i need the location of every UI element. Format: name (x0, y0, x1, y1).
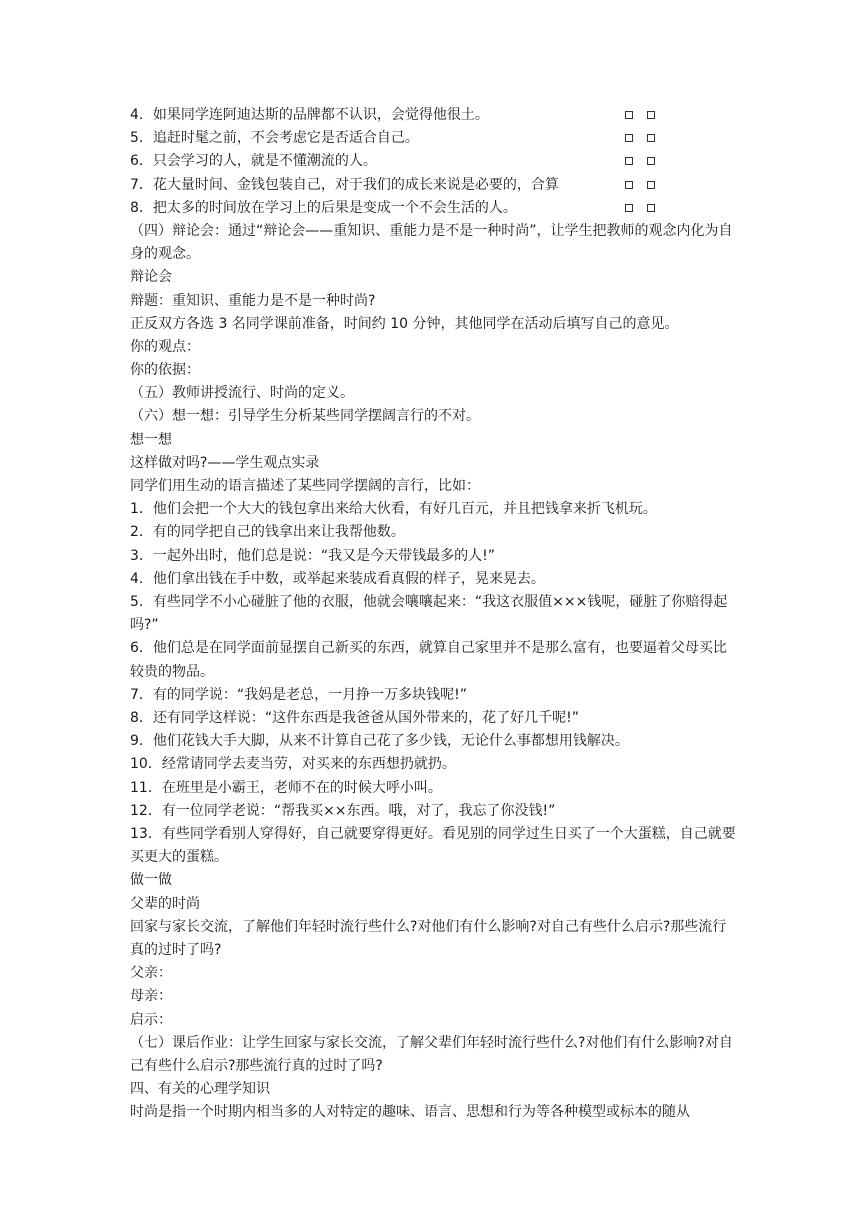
definition-text: 时尚是指一个时期内相当多的人对特定的趣味、语言、思想和行为等各种模型或标本的随从 (130, 1104, 690, 1121)
debate-basis-label: 你的依据： (130, 362, 200, 379)
debate-topic: 辩题：重知识、重能力是不是一种时尚? (130, 292, 376, 309)
survey-item (130, 104, 740, 127)
survey-item-text: 6．只会学习的人，就是不懂潮流的人。 (130, 153, 377, 170)
debate-procedure: 正反双方各选 3 名同学课前准备，时间约 10 分钟，其他同学在活动后填写自己的意见。 (130, 315, 679, 332)
debate-heading: 辩论会 (130, 269, 172, 286)
survey-item (130, 150, 740, 173)
list-item: 5．有些同学不小心碰脏了他的衣服，他就会嚷嚷起来：“我这衣服值×××钱呢，碰脏了你赔得起吗?” (130, 594, 728, 634)
insight-label: 启示： (130, 1011, 172, 1028)
survey-item (130, 174, 740, 197)
section-four-heading: 四、有关的心理学知识 (130, 1081, 270, 1098)
survey-item (130, 127, 740, 150)
checkbox-icon[interactable] (625, 134, 633, 142)
do-heading: 做一做 (130, 872, 172, 889)
checkbox-icon[interactable] (647, 157, 655, 165)
checkbox-group (625, 104, 669, 127)
step-six: （六）想一想：引导学生分析某些同学摆阔言行的不对。 (130, 408, 480, 425)
checkbox-icon[interactable] (647, 134, 655, 142)
think-subheading: 这样做对吗?——学生观点实录 (130, 454, 320, 471)
checkbox-group (625, 174, 669, 197)
list-item: 12．有一位同学老说：“帮我买××东西。哦，对了，我忘了你没钱!” (130, 802, 556, 819)
checkbox-group (625, 150, 669, 173)
list-item: 3．一起外出时，他们总是说：“我又是今天带钱最多的人!” (130, 547, 496, 564)
checkbox-icon[interactable] (625, 181, 633, 189)
list-item: 2．有的同学把自己的钱拿出来让我帮他数。 (130, 524, 405, 541)
survey-item-text: 5．追赶时髦之前，不会考虑它是否适合自己。 (130, 130, 419, 147)
think-heading: 想一想 (130, 431, 172, 448)
checkbox-icon[interactable] (647, 111, 655, 119)
checkbox-icon[interactable] (647, 204, 655, 212)
step-seven: （七）课后作业：让学生回家与家长交流，了解父辈们年轻时流行些什么?对他们有什么影响?对自己有些什么启示?那些流行真的过时了吗? (130, 1034, 733, 1075)
list-item: 7．有的同学说：“我妈是老总，一月挣一万多块钱呢!” (130, 686, 468, 703)
document-body (130, 104, 740, 1125)
checkbox-icon[interactable] (625, 157, 633, 165)
mother-label: 母亲： (130, 988, 172, 1005)
step-five: （五）教师讲授流行、时尚的定义。 (130, 385, 354, 402)
list-item: 13．有些同学看别人穿得好，自己就要穿得更好。看见别的同学过生日买了一个大蛋糕，自己就要买更大的蛋糕。 (130, 826, 736, 866)
list-item: 1．他们会把一个大大的钱包拿出来给大伙看，有好几百元，并且把钱拿来折飞机玩。 (130, 501, 657, 518)
list-item: 6．他们总是在同学面前显摆自己新买的东西，就算自己家里并不是那么富有，也要逼着父母买比较贵的物品。 (130, 640, 727, 680)
do-subheading: 父辈的时尚 (130, 895, 200, 912)
debate-intro: （四）辩论会：通过“辩论会——重知识、重能力是不是一种时尚”，让学生把教师的观念内化为自身的观念。 (130, 222, 733, 263)
list-item: 11．在班里是小霸王，老师不在的时候大呼小叫。 (130, 779, 442, 796)
do-text: 回家与家长交流，了解他们年轻时流行些什么?对他们有什么影响?对自己有些什么启示?那些流行真的过时了吗? (130, 918, 727, 959)
think-intro: 同学们用生动的语言描述了某些同学摆阔的言行，比如： (130, 478, 480, 495)
list-item: 10．经常请同学去麦当劳，对买来的东西想扔就扔。 (130, 756, 456, 773)
debate-view-label: 你的观点： (130, 338, 200, 355)
checkbox-group (625, 197, 669, 220)
survey-item-text: 7．花大量时间、金钱包装自己，对于我们的成长来说是必要的，合算 (130, 176, 559, 193)
survey-item-text: 8．把太多的时间放在学习上的后果是变成一个不会生活的人。 (130, 199, 517, 216)
checkbox-group (625, 127, 669, 150)
list-item: 8．还有同学这样说：“这件东西是我爸爸从国外带来的，花了好几千呢!” (130, 710, 580, 727)
checkbox-icon[interactable] (625, 204, 633, 212)
list-item: 9．他们花钱大手大脚，从来不计算自己花了多少钱，无论什么事都想用钱解决。 (130, 733, 629, 750)
list-item: 4．他们拿出钱在手中数，或举起来装成看真假的样子，晃来晃去。 (130, 570, 545, 587)
checkbox-icon[interactable] (647, 181, 655, 189)
survey-item (130, 197, 740, 220)
father-label: 父亲： (130, 965, 172, 982)
checkbox-icon[interactable] (625, 111, 633, 119)
survey-item-text: 4．如果同学连阿迪达斯的品牌都不认识，会觉得他很土。 (130, 107, 489, 123)
